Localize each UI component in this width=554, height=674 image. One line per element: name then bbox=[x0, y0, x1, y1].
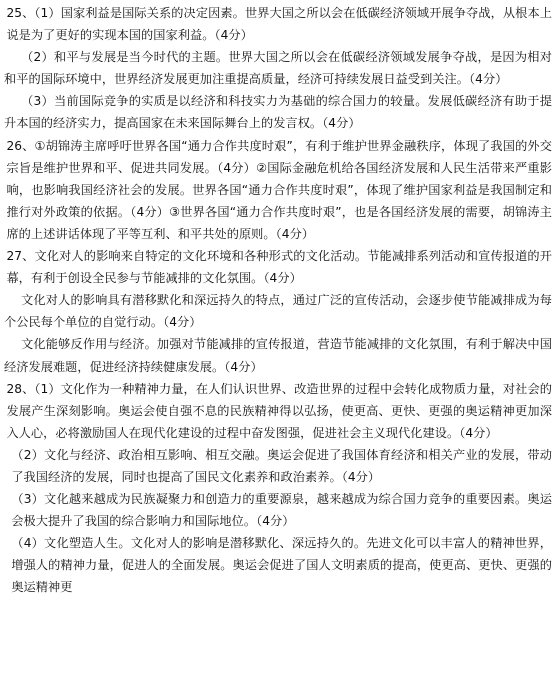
answer-q25-part3: （3）当前国际竞争的实质是以经济和科技实力为基础的综合国力的较量。发展低碳经济有助于提升本国的经济实力，提高国家在未来国际舞台上的发言权。（4分） bbox=[4, 94, 552, 131]
answer-q25-part1: 25、（1）国家利益是国际关系的决定因素。世界大国之所以会在低碳经济领域开展争夺战，从根本上说是为了更好的实现本国的国家利益。（4分） bbox=[6, 6, 552, 43]
answer-q28-part3: （3）文化越来越成为民族凝聚力和创造力的重要源泉，越来越成为综合国力竞争的重要因素。奥运会极大提升了我国的综合影响力和国际地位。（4分） bbox=[11, 492, 552, 529]
answer-q28-part2: （2）文化与经济、政治相互影响、相互交融。奥运会促进了我国体育经济和相关产业的发展，带动了我国经济的发展，同时也提高了国民文化素养和政治素养。（4分） bbox=[11, 447, 552, 484]
answer-q27-part3: 文化能够反作用与经济。加强对节能减排的宣传报道，营造节能减排的文化氛围，有利于解决中国经济发展难题，促进经济持续健康发展。（4分） bbox=[4, 337, 552, 374]
answer-q26: 26、①胡锦涛主席呼吁世界各国“通力合作共度时艰”，有利于维护世界金融秩序，体现了我国的外交宗旨是维护世界和平、促进共同发展。（4分）②国际金融危机给各国经济发展和人民生活带来严重影响，也影响我国经济社会的发展。世界各国“通力合作共度时艰”，体现了维护国家利益是我国制定和推行对外政策的依据。（4分）③世界各国“通力合作共度时艰”，也是各国经济发展的需要，胡锦涛主席的上述讲话体现了平等互利、和平共处的原则。（4分） bbox=[6, 138, 552, 241]
answer-q28-part4: （4）文化塑造人生。文化对人的影响是潜移默化、深远持久的。先进文化可以丰富人的精神世界，增强人的精神力量，促进人的全面发展。奥运会促进了国人文明素质的提高，使更高、更快、更强的奥运精神更 bbox=[11, 536, 552, 595]
answer-q25-part2: （2）和平与发展是当今时代的主题。世界大国之所以会在低碳经济领域发展争夺战，是因为相对和平的国际环境中，世界经济发展更加注重提高质量，经济可持续发展日益受到关注。（4分） bbox=[4, 50, 552, 87]
answer-q27-part1: 27、文化对人的影响来自特定的文化环境和各种形式的文化活动。节能减排系列活动和宣传报道的开幕，有利于创设全民参与节能减排的文化氛围。（4分） bbox=[6, 249, 552, 286]
answer-q27-part2: 文化对人的影响具有潜移默化和深远持久的特点，通过广泛的宣传活动，会逐步使节能减排成为每个公民每个单位的自觉行动。（4分） bbox=[4, 293, 552, 330]
answer-q28-part1: 28、（1）文化作为一种精神力量，在人们认识世界、改造世界的过程中会转化成物质力量，对社会的发展产生深刻影响。奥运会使自强不息的民族精神得以弘扬，使更高、更快、更强的奥运精神更加深入人心，必将激励国人在现代化建设的过程中奋发图强，促进社会主义现代化建设。（4分） bbox=[6, 381, 552, 440]
